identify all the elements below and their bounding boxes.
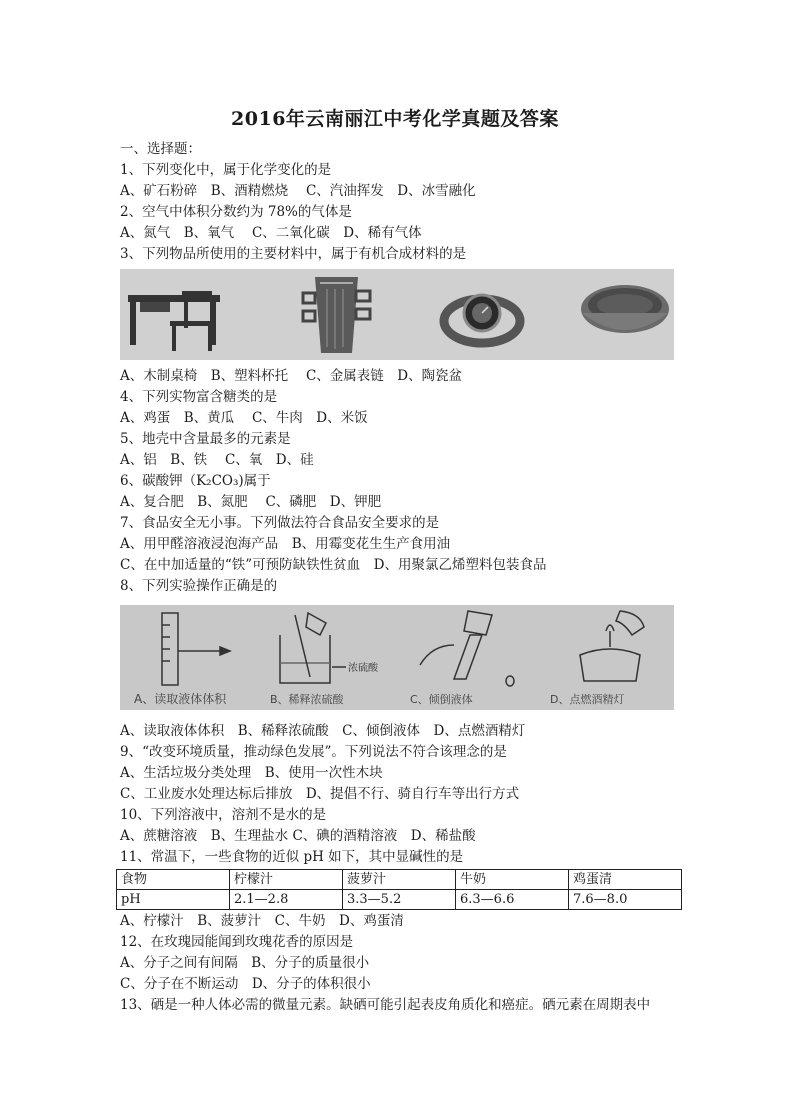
options-1: A、矿石粉碎 B、酒精燃烧 C、汽油挥发 D、冰雪融化 <box>120 183 476 199</box>
question-3: 3、下列物品所使用的主要材料中，属于有机合成材料的是 <box>120 246 467 262</box>
ph-table <box>116 869 682 910</box>
question-10: 10、下列溶液中，溶剂不是水的是 <box>120 807 327 823</box>
figure-caption-c: C、倾倒液体 <box>410 693 473 706</box>
options-7a: A、用甲醛溶液浸泡海产品 B、用霉变花生生产食用油 <box>120 536 451 552</box>
table-row <box>117 890 682 910</box>
options-4: A、鸡蛋 B、黄瓜 C、牛肉 D、米饭 <box>120 410 368 426</box>
table-cell: 2.1—2.8 <box>230 890 343 910</box>
options-12b: C、分子在不断运动 D、分子的体积很小 <box>120 976 371 992</box>
table-cell: pH <box>117 890 230 910</box>
options-7b: C、在中加适量的“铁”可预防缺铁性贫血 D、用聚氯乙烯塑料包装食品 <box>120 557 547 573</box>
options-5: A、铝 B、铁 C、氧 D、硅 <box>120 452 314 468</box>
page-title: 2016年云南丽江中考化学真题及答案 <box>231 108 559 130</box>
question-7: 7、食品安全无小事。下列做法符合食品安全要求的是 <box>120 515 440 531</box>
figure-caption-a: A、读取液体体积 <box>134 692 227 706</box>
question-11: 11、常温下，一些食物的近似 pH 如下，其中显碱性的是 <box>120 849 464 865</box>
question-9: 9、“改变环境质量，推动绿色发展”。下列说法不符合该理念的是 <box>120 744 507 760</box>
table-cell: 7.6—8.0 <box>569 890 682 910</box>
options-6: A、复合肥 B、氮肥 C、磷肥 D、钾肥 <box>120 494 382 510</box>
question-6: 6、碳酸钾（K₂CO₃)属于 <box>120 473 271 489</box>
options-3: A、木制桌椅 B、塑料杯托 C、金属表链 D、陶瓷盆 <box>120 368 463 384</box>
question-13: 13、硒是一种人体必需的微量元素。缺硒可能引起表皮角质化和癌症。硒元素在周期表中 <box>120 997 651 1013</box>
table-cell: 6.3—6.6 <box>456 890 569 910</box>
question-12: 12、在玫瑰园能闻到玫瑰花香的原因是 <box>120 934 354 950</box>
figure-caption-b: B、稀释浓硫酸 <box>270 693 344 706</box>
sulfuric-acid-label: 浓硫酸 <box>348 663 378 674</box>
question-1: 1、下列变化中，属于化学变化的是 <box>120 162 332 178</box>
table-cell: 食物 <box>117 870 230 890</box>
question-4: 4、下列实物富含糖类的是 <box>120 389 278 405</box>
figure-caption-d: D、点燃酒精灯 <box>550 693 625 706</box>
question-3-photo <box>120 269 674 360</box>
options-2: A、氮气 B、氧气 C、二氧化碳 D、稀有气体 <box>120 225 422 241</box>
options-9b: C、工业废水处理达标后排放 D、提倡不行、骑自行车等出行方式 <box>120 786 520 802</box>
table-row <box>117 870 682 890</box>
table-cell: 牛奶 <box>456 870 569 890</box>
question-8: 8、下列实验操作正确是的 <box>120 578 278 594</box>
table-cell: 鸡蛋清 <box>569 870 682 890</box>
table-cell: 3.3—5.2 <box>343 890 456 910</box>
question-8-photo <box>120 605 674 710</box>
options-8: A、读取液体体积 B、稀释浓硫酸 C、倾倒液体 D、点燃酒精灯 <box>120 723 526 739</box>
options-10: A、蔗糖溶液 B、生理盐水 C、碘的酒精溶液 D、稀盐酸 <box>120 828 476 844</box>
options-12a: A、分子之间有间隔 B、分子的质量很小 <box>120 955 370 971</box>
table-cell: 菠萝汁 <box>343 870 456 890</box>
basin-image <box>581 285 669 333</box>
options-11: A、柠檬汁 B、菠萝汁 C、牛奶 D、鸡蛋清 <box>120 913 404 929</box>
options-9a: A、生活垃圾分类处理 B、使用一次性木块 <box>120 765 383 781</box>
section-heading: 一、选择题： <box>120 141 201 157</box>
question-2: 2、空气中体积分数约为 78%的气体是 <box>120 204 352 220</box>
question-5: 5、地壳中含量最多的元素是 <box>120 431 291 447</box>
table-cell: 柠檬汁 <box>230 870 343 890</box>
